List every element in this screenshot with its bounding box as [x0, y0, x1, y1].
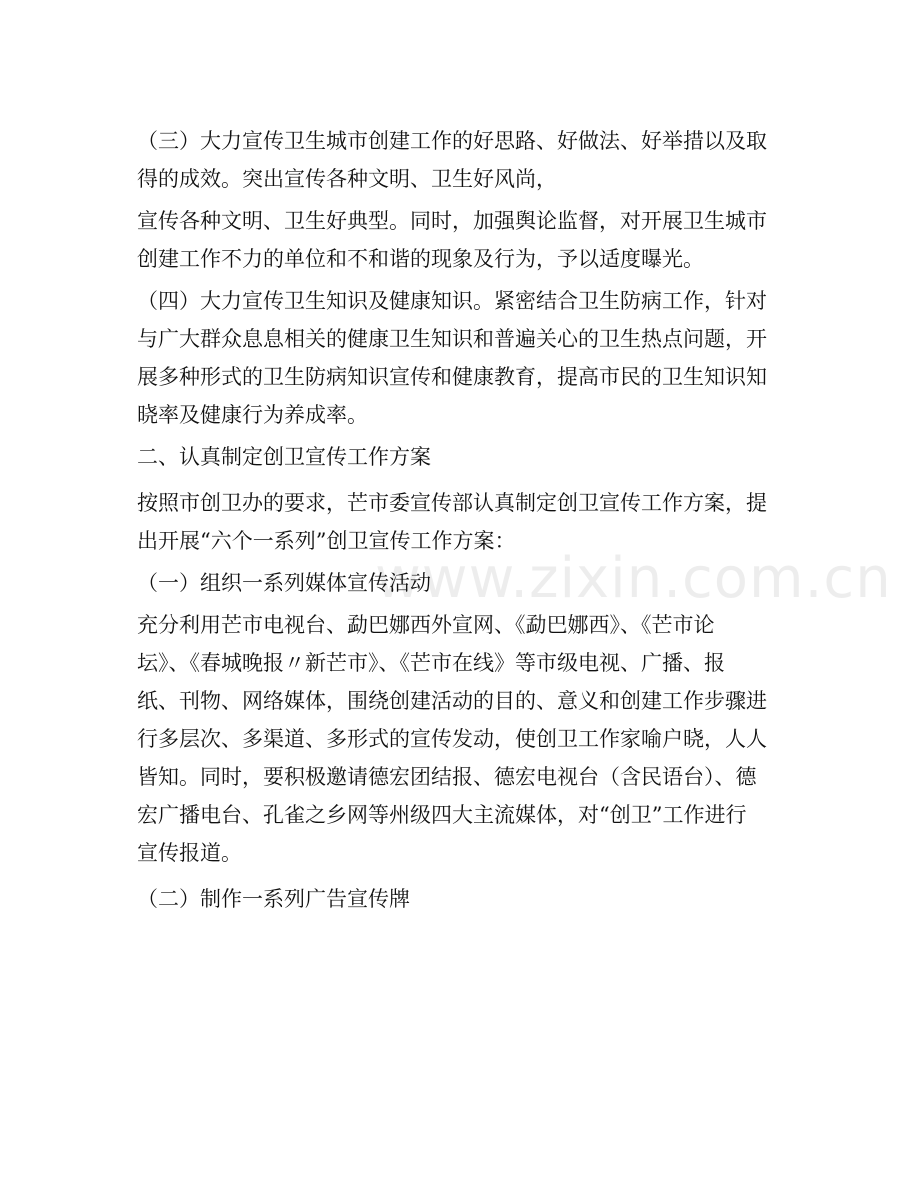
paragraph-promote-ideas: （三）大力宣传卫生城市创建工作的好思路、好做法、好举措以及取 得的成效。突出宣传各种文明、卫生好风尚， [137, 129, 767, 191]
subheading-billboards: （二）制作一系列广告宣传牌 [137, 887, 410, 911]
watermark-text: www.zixin.com.cn [375, 546, 892, 611]
section-heading-2: 二、认真制定创卫宣传工作方案 [137, 445, 431, 469]
subheading-media-campaign: （一）组织一系列媒体宣传活动 [137, 571, 431, 595]
paragraph-media-usage: 充分利用芒市电视台、勐巴娜西外宣网、《勐巴娜西》、《芒市论 坛》、《春城晚报〃新芒市》、《芒市在线》等市级电视、广播、报 纸、刊物、网络媒体，围绕创建活动的目的、意义和创建工作步骤进 行多层次、多渠道、多形式的宣传发动，使创卫工作家喻户晓，人人 皆知。同时，要积极邀请德宏团结报、德宏电视台（含民语台）、德 宏广播电台、孔雀之乡网等州级四大主流媒体，对“创卫”工作进行 宣传报道。 [137, 613, 767, 865]
paragraph-plan: 按照市创卫办的要求，芒市委宣传部认真制定创卫宣传工作方案，提 出开展“六个一系列”创卫宣传工作方案： [137, 491, 767, 553]
document-body [137, 122, 777, 918]
paragraph-promote-models: 宣传各种文明、卫生好典型。同时，加强舆论监督，对开展卫生城市 创建工作不力的单位和不和谐的现象及行为，予以适度曝光。 [137, 209, 767, 271]
paragraph-health-knowledge: （四）大力宣传卫生知识及健康知识。紧密结合卫生防病工作，针对 与广大群众息息相关的健康卫生知识和普遍关心的卫生热点问题，开 展多种形式的卫生防病知识宣传和健康教育，提高市民的卫生知识知 晓率及健康行为养成率。 [137, 289, 767, 427]
